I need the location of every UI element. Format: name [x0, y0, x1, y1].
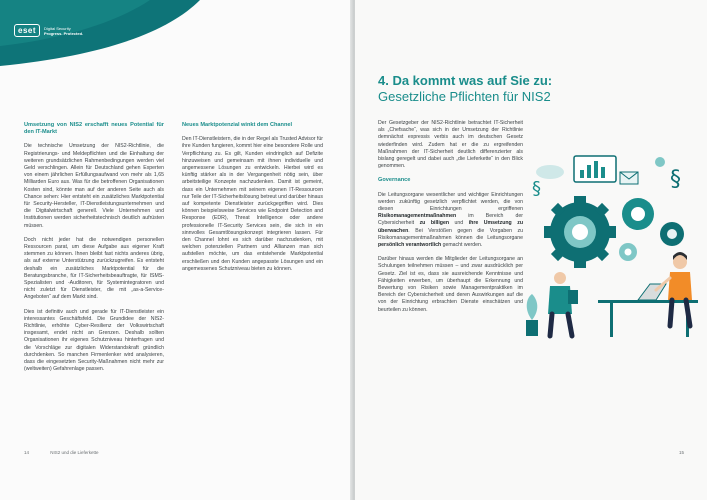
person-tablet-icon [548, 272, 578, 336]
tagline-2: Progress. Protected. [44, 30, 84, 36]
right-footer [679, 450, 684, 455]
bold-term: Risikomanagementmaßnahmen [378, 213, 457, 220]
paragraph: Dies ist definitiv auch und gerade für IT-Dienstleister ein interessantes Geschäftsfeld. Die Grundidee der NIS2-Richtlinie, erhöhte Cyber-Resilienz der Volkswirtschaft insgesamt, endet nicht an Grenzen. Deshalb sollten Organisationen ihr eigenes Schutzniveau hinterfragen und die Vorschläge zur digitalen Widerstandskraft gründlich durchdenken. So manchen Firmenlenker wird analysieren, dass die eingesetzten Security-Maßnahmen nicht mehr zur (weltweiten) Gefahrenlage passen. [24, 308, 164, 373]
person-laptop-icon [598, 252, 698, 337]
chapter-title-line1: 4. Da kommt was auf Sie zu: [378, 73, 553, 88]
logo-mark: eset [14, 24, 40, 37]
chapter-title-line2: Gesetzliche Pflichten für NIS2 [378, 89, 551, 104]
gear-icon [619, 198, 684, 261]
left-column-2 [182, 122, 323, 280]
svg-text:§: § [670, 167, 681, 192]
chapter-title [378, 73, 552, 105]
paragraph: Doch nicht jeder hat die notwendigen personellen Ressourcen parat, um diese Aufgabe aus eigener Kraft stemmen zu können. Ihnen bleibt fast nichts anderes übrig, als auf externe Unterstützung zurückzugreifen. Es entsteht deshalb ein zusätzliches Marktpotential für die Beratungsbranche, für IT-Sicherheitsbeauftragte, für ISMS-Spezialisten und -Auditoren, für Systemintegratoren und nicht zuletzt für Dienstleister, die mit „as-a-Service-Angeboten“ auf dem Markt sind. [24, 236, 164, 301]
section-heading-market: Umsetzung von NIS2 erschafft neues Potential für den IT-Markt [24, 122, 164, 136]
footer-title: NIS2 und die Lieferkette [50, 450, 99, 455]
left-page [0, 0, 352, 500]
text-run: . Bei Verstößen gegen die Vorgaben zu Risikomanagementmaßnahmen können die Leitungsorgane [378, 227, 523, 241]
left-footer [24, 450, 99, 455]
section-heading-governance: Governance [378, 177, 411, 184]
section-heading-channel: Neues Marktpotenzial winkt dem Channel [182, 122, 293, 128]
governance-paragraph-2: Darüber hinaus werden die Mitglieder der Leitungsorgane an Schulungen teilnehmen müssen – und zwar ausdrücklich per Gesetz. Ziel ist es, dass sie ausreichende Kenntnisse und Fähigkeiten erwerben, um überhaupt die Erkennung und Bewertung von Risiken sowie Managementpraktiken im Bereich der Cybersicherheit und deren Auswirkungen auf die von der Einrichtung erbrachten Dienste einschätzen und beurteilen zu können. [378, 256, 523, 313]
plant-icon [526, 294, 538, 336]
tagline-1: Digital Security [44, 25, 71, 31]
page-number: 15 [679, 450, 685, 455]
text-run: Die Leitungsorgane wesentlicher und wichtiger Einrichtungen werden zukünftig gesetzlich verpflichtet werden, die von diesen Einrichtungen ergriffenen [378, 191, 523, 213]
governance-paragraph-1 [378, 192, 523, 250]
text-run: gemacht werden. [441, 242, 483, 249]
intro-paragraph: Der Gesetzgeber der NIS2-Richtlinie betrachtet IT-Sicherheit als „Chefsache“, was sich in der Umsetzung der Richtlinie demnächst expressis verbis auch im deutschen Gesetz wiederfinden wird. Zudem hat er die zu ergreifenden Maßnahmen der IT-Sicherheit deutlich differenzierter als bislang geregelt und dabei auch „die Lieferkette“ in den Blick genommen. [378, 120, 523, 170]
text-run: und [449, 220, 469, 227]
security-illustration [520, 150, 707, 340]
chart-icon [574, 156, 616, 182]
text-run: im Bereich der Cybersicherheit [378, 213, 523, 227]
svg-text:§: § [532, 178, 541, 199]
gear-icon [544, 196, 616, 268]
bold-term: ihre Umsetzung zu überwachen [378, 220, 523, 234]
eset-logo [14, 24, 83, 37]
logo-tagline [44, 26, 83, 36]
page-number: 14 [24, 450, 30, 455]
right-column [378, 120, 523, 321]
paragraph: Den IT-Dienstleistern, die in der Regel als Trusted Advisor für ihre Kunden fungieren, kommt hier eine besondere Rolle und Verpflichtung zu. Es gilt, Kunden eindringlich auf Defizite hinzuweisen und gemeinsam mit ihnen individuelle und angemessene Lösungen zu entwickeln. Hierbei wird es künftig stärker als in der Vergangenheit nötig sein, über arbeitsteilige Konzepte nachzudenken. Damit ist gemeint, dass ein Unternehmen mit seinem eigenen IT-Ressourcen nur Teile der IT-Sicherheitslösung betreut und darüber hinaus auf kompetente Dienstleister zurückgegriffen wird. Dies können beispielsweise Services wie Endpoint Detection and Response (EDR), Threat Intelligence oder andere professionelle IT-Security Services sein, die sich in ein sinnvolles Gesamtlösungskonzept integrieren lassen. Für den Channel lohnt es sich darüber nachzudenken, mit welchen potenziellen Partnern und Allianzen man sich aufstellen möchte, um das entstehende Marktpotential erschließen und den Kunden angepasste Lösungen und ein angemessenes Schutzniveau bieten zu können. [182, 136, 323, 272]
bold-term: zu billigen [419, 220, 450, 227]
left-column-1 [24, 122, 164, 381]
mail-icon [620, 172, 638, 184]
paragraph: Die technische Umsetzung der NIS2-Richtlinie, die Registrierungs- und Meldepflichten und die Einhaltung der weiteren grundsätzlichen Rahmenbedingungen werden viel Geld verschlingen. Allein für Deutschland gehen Experten von einem jährlichen Erfüllungsaufwand von mehr als 1,65 Milliarden Euro aus. Was für die betroffenen Organisationen Kosten sind, könnte man auf der anderen Seite auch als Chance sehen: Hier entsteht ein zusätzliches Marktpotential für Security-Hersteller, IT-Dienstleistungsunternehmen und die Digitalwirtschaft generell. Viele Unternehmen und Institutionen werden sicherheitstechnisch deutlich aufrüsten müssen. [24, 143, 164, 229]
bold-term: persönlich verantwortlich [378, 242, 442, 249]
